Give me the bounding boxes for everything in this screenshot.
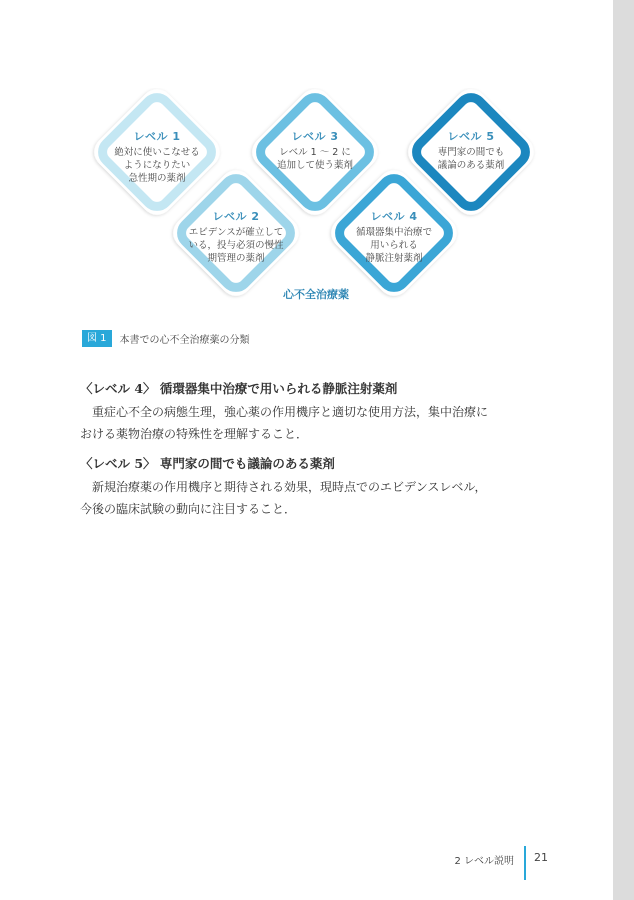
classification-diagram bbox=[80, 88, 560, 318]
paragraph-line: 重症心不全の病態生理，強心薬の作用機序と適切な使用方法，集中治療に bbox=[92, 405, 489, 419]
level5-card bbox=[421, 130, 521, 172]
level3-card bbox=[265, 130, 365, 172]
level4-paragraph bbox=[80, 401, 560, 445]
level4-line: 循環器集中治療で bbox=[355, 227, 432, 238]
level1-line: 急性期の薬剤 bbox=[128, 173, 186, 184]
paragraph-line: 新規治療薬の作用機序と期待される効果，現時点でのエビデンスレベル， bbox=[92, 480, 487, 494]
level5-heading: 〈レベル 5〉 専門家の間でも議論のある薬剤 bbox=[80, 456, 335, 471]
footer-divider bbox=[524, 846, 526, 880]
heart-failure-drugs-label: 心不全治療薬 bbox=[283, 288, 349, 301]
level5-paragraph bbox=[80, 476, 560, 520]
level1-title: レベル 1 bbox=[133, 130, 181, 143]
figure-caption bbox=[82, 329, 250, 347]
diagram-shapes bbox=[80, 88, 560, 318]
figure-caption-text: 本書での心不全治療薬の分類 bbox=[119, 334, 250, 346]
level2-card bbox=[184, 210, 288, 265]
level2-line: エビデンスが確立して bbox=[188, 227, 284, 238]
level3-line: 追加して使う薬剤 bbox=[276, 160, 353, 171]
section-title: 2 レベル説明 bbox=[454, 856, 514, 867]
page-edge-strip bbox=[613, 0, 634, 900]
level1-card bbox=[107, 130, 207, 185]
level5-line: 専門家の間でも bbox=[437, 147, 505, 158]
paragraph-line: おける薬物治療の特殊性を理解すること． bbox=[80, 427, 309, 441]
level3-line: レベル 1 ～ 2 に bbox=[279, 147, 351, 158]
level5-title: レベル 5 bbox=[447, 130, 495, 143]
level2-line: 期管理の薬剤 bbox=[207, 253, 265, 264]
level4-title: レベル 4 bbox=[370, 210, 418, 223]
level4-line: 静脈注射薬剤 bbox=[365, 253, 423, 264]
level4-line: 用いられる bbox=[370, 240, 418, 251]
level1-line: 絶対に使いこなせる bbox=[114, 147, 200, 158]
level4-card bbox=[344, 210, 444, 265]
paragraph-line: 今後の臨床試験の動向に注目すること． bbox=[80, 502, 297, 516]
level4-heading: 〈レベル 4〉 循環器集中治療で用いられる静脈注射薬剤 bbox=[80, 381, 398, 396]
level2-line: いる，投与必須の慢性 bbox=[188, 240, 284, 251]
level3-title: レベル 3 bbox=[291, 130, 339, 143]
level5-line: 議論のある薬剤 bbox=[437, 160, 505, 171]
level1-line: ようになりたい bbox=[123, 160, 191, 171]
page-number: 21 bbox=[534, 851, 548, 864]
figure-number-tag: 図 1 bbox=[82, 330, 112, 347]
level2-title: レベル 2 bbox=[212, 210, 260, 223]
page-footer bbox=[440, 846, 600, 880]
